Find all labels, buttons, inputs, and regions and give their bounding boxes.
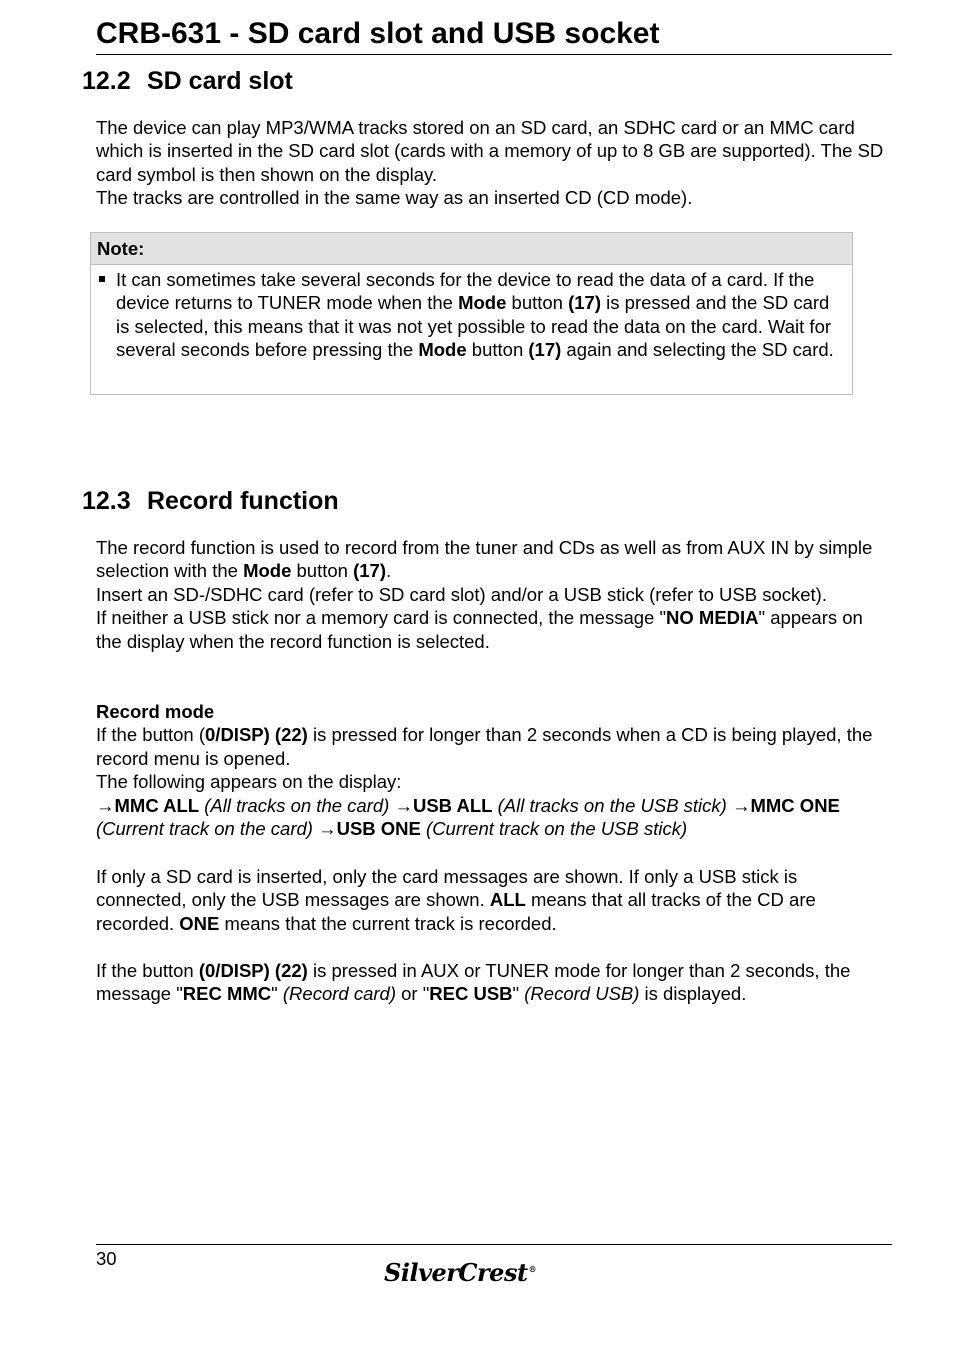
footer-divider <box>96 1244 892 1245</box>
page-number: 30 <box>96 1248 117 1269</box>
record-mode-heading: Record mode <box>96 701 215 722</box>
note-heading: Note: <box>91 233 852 265</box>
arrow-icon: → <box>318 818 337 840</box>
section-number: 12.3 <box>82 487 131 515</box>
section-number: 12.2 <box>82 67 131 95</box>
record-mode-text: If the button (0/DISP) (22) is pressed for longer than 2 seconds when a CD is being played, the record menu is opened. <box>96 724 873 769</box>
arrow-icon: → <box>394 794 413 816</box>
section-heading-record-function <box>82 486 339 516</box>
arrow-icon: → <box>96 794 115 816</box>
display-sequence: →MMC ALL (All tracks on the card) →USB ALL (All tracks on the USB stick) →MMC ONE (Current track on the card) →USB ONE (Current track on the USB stick) <box>96 794 840 840</box>
title-divider <box>96 54 892 55</box>
arrow-icon: → <box>731 794 751 816</box>
sd-intro-text: The device can play MP3/WMA tracks stored on an SD card, an SDHC card or an MMC card which is inserted in the SD card slot (cards with a memory of up to 8 GB are supported). The SD card symbol is then shown on the display. <box>96 117 884 185</box>
record-intro-paragraph <box>96 536 876 653</box>
bullet-icon <box>99 276 105 282</box>
section-heading-sd-card-slot <box>82 66 293 96</box>
record-only-paragraph: If only a SD card is inserted, only the card messages are shown. If only a USB stick is connected, only the USB messages are shown. ALL means that all tracks of the CD are recorded. ONE means that the current track is recorded. <box>96 866 816 934</box>
record-aux-paragraph: If the button (0/DISP) (22) is pressed in AUX or TUNER mode for longer than 2 seconds, the message "REC MMC" (Record card) or "REC USB" (Record USB) is displayed. <box>96 960 851 1005</box>
note-list-item: It can sometimes take several seconds for the device to read the data of a card. If the device returns to TUNER mode when the Mode button (17) is pressed and the SD card is selected, this means that it was not yet possible to read the data on the card. Wait for several seconds before pressing the Mode button (17) again and selecting the SD card. <box>91 268 852 362</box>
record-intro-text: The record function is used to record from the tuner and CDs as well as from AUX IN by simple selection with the Mode button (17). <box>96 537 873 582</box>
sd-intro-paragraph <box>96 116 886 210</box>
note-box <box>90 232 853 395</box>
record-no-media-text: If neither a USB stick nor a memory card is connected, the message "NO MEDIA" appears on the display when the record function is selected. <box>96 607 863 652</box>
silvercrest-logo: SilverCrest® <box>384 1258 537 1287</box>
section-title: SD card slot <box>147 67 293 95</box>
section-title: Record function <box>147 487 339 515</box>
record-mode-paragraph <box>96 700 876 840</box>
display-intro-text: The following appears on the display: <box>96 771 402 793</box>
record-insert-text: Insert an SD-/SDHC card (refer to SD card slot) and/or a USB stick (refer to USB socket). <box>96 583 827 605</box>
sd-control-text: The tracks are controlled in the same way as an inserted CD (CD mode). <box>96 187 693 209</box>
page-title: CRB-631 - SD card slot and USB socket <box>96 17 660 50</box>
